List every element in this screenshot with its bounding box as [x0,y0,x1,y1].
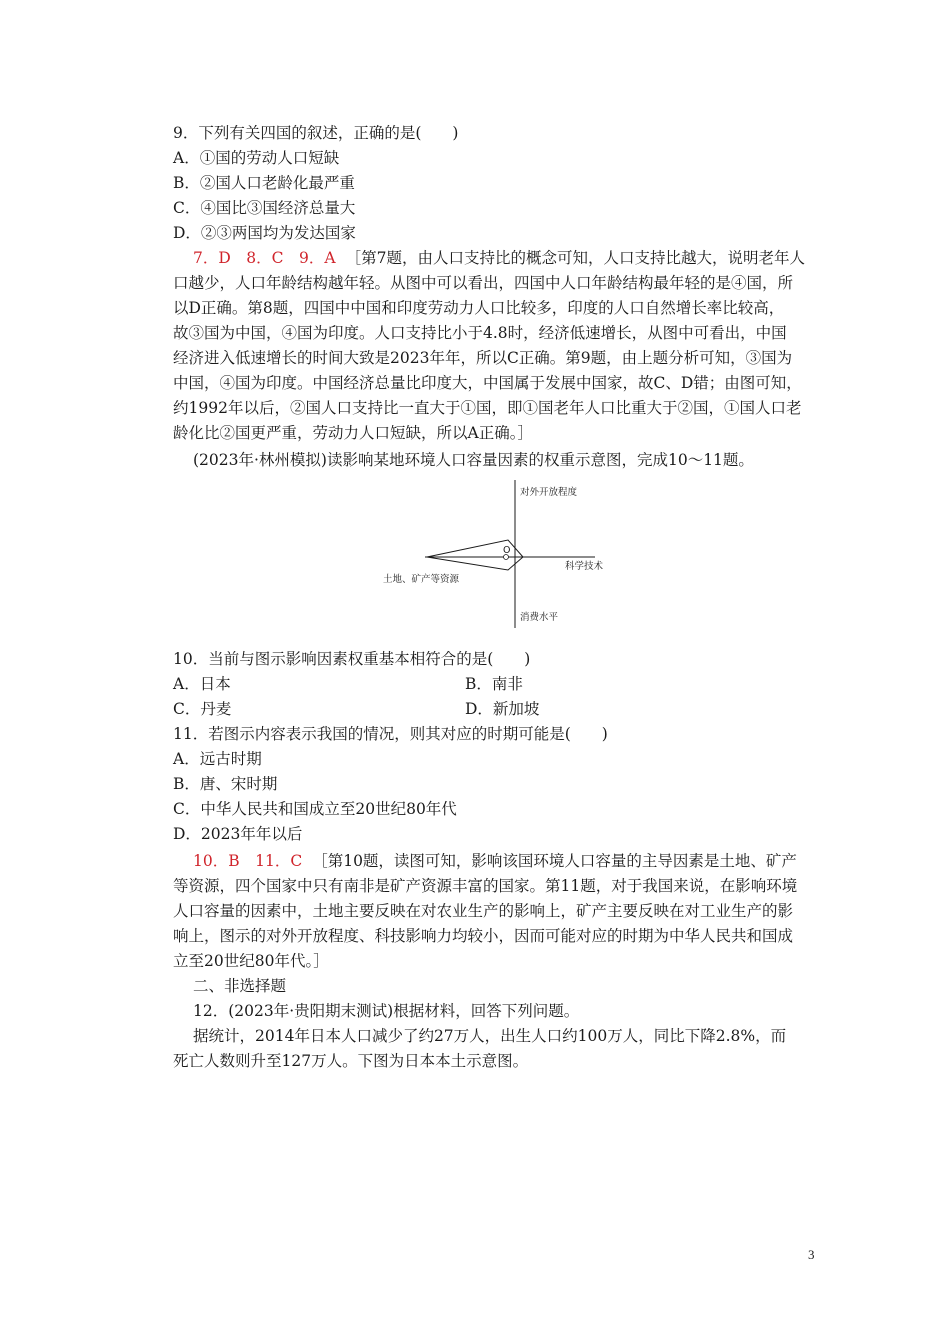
explanation-line: 龄化比②国更严重，劳动力人口短缺，所以A正确。］ [173,424,533,442]
axis-label-left: 土地、矿产等资源 [383,574,460,585]
explanation-line: 等资源，四个国家中只有南非是矿产资源丰富的国家。第11题，对于我国来说，在影响环境 [173,877,798,895]
explanation-line: 立至20世纪80年代。］ [173,952,329,970]
explanation-line: 人口容量的因素中，土地主要反映在对农业生产的影响上，矿产主要反映在对工业生产的影 [173,902,794,920]
explanation-line: 响上，图示的对外开放程度、科技影响力均较小，因而可能对应的时期为中华人民共和国成 [173,927,794,945]
q11-option-d: D．2023年年以后 [173,825,303,843]
intro-10-11: (2023年·林州模拟)读影响某地环境人口容量因素的权重示意图，完成10～11题。 [193,451,754,469]
page-number: 3 [808,1247,815,1262]
q11-option-c: C．中华人民共和国成立至20世纪80年代 [173,800,457,818]
q9-stem: 9．下列有关四国的叙述，正确的是( ) [173,124,459,142]
explanation-line: 中国，④国为印度。中国经济总量比印度大，中国属于发展中国家，故C、D错；由图可知， [173,374,802,392]
axis-label-top: 对外开放程度 [520,487,578,498]
axis-label-bottom: 消费水平 [520,612,559,623]
q9-option-a: A．①国的劳动人口短缺 [173,149,340,167]
section-heading: 二、非选择题 [193,977,287,995]
q9-option-c: C．④国比③国经济总量大 [173,199,356,217]
q9-option-b: B．②国人口老龄化最严重 [173,174,355,192]
material-line: 死亡人数则升至127万人。下图为日本本土示意图。 [173,1052,529,1070]
origin-label: O [503,545,511,556]
answer-marks: 7．D 8．C 9．A [193,249,336,267]
explanation-line: 口越少，人口年龄结构越年轻。从图中可以看出，四国中人口年龄结构最年轻的是④国，所 [173,274,794,292]
answer-10-11-first-line [193,850,797,872]
q10-option-a: A．日本 [173,675,231,693]
q10-option-d: D．新加坡 [465,700,540,718]
weight-diagram [375,478,635,638]
q11-stem: 11．若图示内容表示我国的情况，则其对应的时期可能是( ) [173,725,608,743]
explanation-line: ［第7题，由人口支持比的概念可知，人口支持比越大，说明老年人 [345,249,805,267]
q10-stem: 10．当前与图示影响因素权重基本相符合的是( ) [173,650,531,668]
explanation-line: 以D正确。第8题，四国中中国和印度劳动力人口比较多，印度的人口自然增长率比较高， [173,299,785,317]
answer-marks: 10．B 11．C [193,852,303,870]
axis-label-right: 科学技术 [565,561,604,572]
q9-option-d: D．②③两国均为发达国家 [173,224,356,242]
answer-7-9-first-line [193,247,805,269]
explanation-line: ［第10题，读图可知，影响该国环境人口容量的主导因素是土地、矿产 [312,852,797,870]
q11-option-a: A．远古时期 [173,750,262,768]
q12-stem: 12．(2023年·贵阳期末测试)根据材料，回答下列问题。 [193,1002,580,1020]
explanation-line: 约1992年以后，②国人口支持比一直大于①国，即①国老年人口比重大于②国，①国人口老 [173,399,802,417]
explanation-line: 故③国为中国，④国为印度。人口支持比小于4.8时，经济低速增长，从图中可看出，中国 [173,324,787,342]
explanation-line: 经济进入低速增长的时间大致是2023年年，所以C正确。第9题，由上题分析可知，③国为 [173,349,793,367]
material-line: 据统计，2014年日本人口减少了约27万人，出生人口约100万人，同比下降2.8%，而 [193,1027,787,1045]
q11-option-b: B．唐、宋时期 [173,775,278,793]
q10-option-b: B．南非 [465,675,523,693]
q10-option-c: C．丹麦 [173,700,232,718]
